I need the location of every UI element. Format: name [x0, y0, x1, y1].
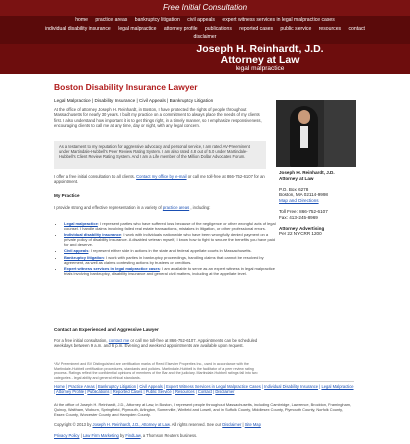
footer-privacy: Privacy Policy | Law Firm Marketing by FindLaw, a Thomson Reuters business. — [54, 433, 198, 438]
service-link-bankruptcy-litigation[interactable]: Bankruptcy litigation — [64, 254, 104, 260]
footer-link-reported-cases[interactable]: Reported Cases — [112, 389, 143, 395]
consultation-bar — [0, 0, 410, 16]
service-description: : I work with parties in bankruptcy proceedings, handling claims that cannot be resolved by agreement, as well as claims contesting actions by trustees or creditors. — [64, 254, 264, 265]
footer-copyright: Copyright © 2013 by Joseph H. Reinhardt, J.D., Attorney at Law. All rights reserved. See our Disclaimer | Site Map — [54, 422, 261, 427]
offer-paragraph — [54, 174, 266, 185]
services-list — [54, 221, 276, 277]
service-item — [64, 266, 276, 276]
by-text: by — [119, 433, 125, 438]
service-item — [64, 248, 276, 253]
footer-link-disability[interactable]: Individual Disability Insurance — [264, 384, 319, 389]
nav-row-3 — [0, 33, 410, 42]
service-link-legal-malpractice[interactable]: Legal malpractice — [64, 221, 98, 226]
firm-name[interactable] — [180, 44, 340, 66]
footer-link-practice-areas[interactable]: Practice Areas — [68, 384, 95, 389]
footer-link-resources[interactable]: Resources — [174, 389, 195, 395]
nav-resources[interactable]: resources — [318, 25, 342, 32]
nav-attorney-profile[interactable]: attorney profile — [163, 25, 198, 32]
footer-link-public-service[interactable]: Public Service — [145, 389, 172, 395]
free-consultation-link[interactable]: Free Initial Consultation — [162, 3, 248, 12]
privacy-policy-link[interactable]: Privacy Policy — [54, 433, 80, 438]
sidebar-contact-card — [279, 170, 335, 237]
contact-text-pre: For a free initial consultation, — [54, 338, 108, 343]
sidebar-po-box: P.O. Box 6278 — [279, 186, 309, 192]
contact-paragraph — [54, 338, 266, 349]
my-practice-heading: My Practice — [54, 193, 80, 198]
email-contact-link[interactable]: Contact my office by e-mail — [136, 174, 187, 179]
footer-links: Home | Practice Areas | Bankruptcy Litigation | Civil Appeals | Expert Witness Services in Legal Malpractice Cases | Individual Disability Insurance | Legal Malpractice | Attorney Profile | Publications | Reported Cases | Public Service | Resources | Contact | Disclaimer — [54, 384, 354, 395]
service-link-disability-insurance[interactable]: Individual disability insurance — [64, 232, 122, 238]
attorney-advertising-text: Per 22 NYCRR 1200 — [279, 231, 322, 237]
nav-disclaimer[interactable]: disclaimer — [193, 34, 217, 41]
footer-link-home[interactable]: Home — [54, 384, 65, 389]
firm-name-line-2: Attorney at Law — [220, 54, 300, 66]
practice-areas-link[interactable]: practice areas — [162, 205, 190, 210]
offer-text-pre: I offer a free initial consultation to all clients. — [54, 174, 135, 179]
footer-link-attorney-profile[interactable]: Attorney Profile — [55, 389, 84, 395]
footer-address: At the office of Joseph H. Reinhardt, J.D., Attorney at Law, in Boston, I represent people throughout Massachusetts, including Cambridge, Lawrence, Brockton, Framingham, Quincy, Waltham, Woburn, Springfield, Plymouth, Arlington, Somerville, Winfield and Lowell, and in Suffolk County, Middlesex County, Plymouth County, Norfolk County, Essex County, Worcester County and Hampden County. — [54, 402, 352, 417]
findlaw-link[interactable]: FindLaw — [125, 433, 141, 438]
main-navigation — [0, 16, 410, 44]
service-link-expert-witness[interactable]: Expert witness services in legal malpractice cases — [64, 265, 160, 271]
sidebar-attorney-name: Joseph H. Reinhardt, J.D. — [279, 170, 335, 175]
service-item — [64, 232, 276, 247]
law-firm-marketing-link[interactable]: Law Firm Marketing — [82, 433, 119, 438]
practice-intro-post: , including: — [190, 205, 211, 210]
contact-heading: Contact an Experienced and Aggressive Lawyer — [54, 327, 159, 332]
nav-legal-malpractice[interactable]: legal malpractice — [118, 25, 157, 32]
nav-contact[interactable]: contact — [348, 25, 365, 32]
ratings-callout: As a testament to my reputation for aggressive advocacy and personal service, I am rated AV-Preeminent under Martindale-Hubbell's Peer Review Rating System. I am also rated 4.8 out of 5.0 under Martindale-Hubbell's Client Review Rating System. And I am a Life member of the Million Dollar Advocates Forum. — [54, 141, 266, 169]
nav-home[interactable]: home — [75, 17, 88, 23]
nav-expert-witness[interactable]: expert witness services in legal malpractice cases — [222, 17, 335, 23]
footer-link-bankruptcy[interactable]: Bankruptcy Litigation — [98, 384, 137, 389]
sidebar-attorney-role: Attorney at Law — [279, 175, 314, 181]
footer-link-publications[interactable]: Publications — [87, 389, 110, 395]
findlaw-tail: , a Thomson Reuters business. — [140, 433, 198, 438]
footer-disclaimer-link[interactable]: Disclaimer — [222, 422, 242, 427]
service-item — [64, 221, 276, 231]
nav-disability-insurance[interactable]: individual disability insurance — [45, 25, 111, 32]
nav-bankruptcy-litigation[interactable]: bankruptcy litigation — [134, 17, 180, 23]
map-directions-link[interactable]: Map and Directions — [279, 198, 319, 204]
nav-practice-areas[interactable]: practice areas — [95, 17, 128, 23]
footer-link-expert-witness[interactable]: Expert Witness Services in Legal Malpractice Cases — [166, 384, 261, 389]
footer-link-legal-malpractice[interactable]: Legal Malpractice — [321, 384, 354, 389]
offer-text-post: or call me toll-free at 866-752-6107 for an appointment. — [54, 174, 265, 185]
attorney-advertising-heading: Attorney Advertising — [279, 225, 325, 231]
nav-civil-appeals[interactable]: civil appeals — [187, 17, 215, 23]
footer-sitemap-link[interactable]: Site Map — [244, 422, 261, 427]
nav-row-1 — [0, 16, 410, 25]
sidebar-city: Boston, MA 02114-9998 — [279, 192, 328, 198]
service-link-civil-appeals[interactable]: Civil appeals — [64, 248, 89, 254]
copyright-mid: . All rights reserved. — [169, 422, 206, 427]
footer-link-contact[interactable]: Contact — [197, 389, 213, 395]
practice-subhead: Legal Malpractice | Disability Insurance | Civil Appeals | Bankruptcy Litigation — [54, 98, 214, 103]
copyright-firm-link[interactable]: Joseph H. Reinhardt, J.D., Attorney at Law — [92, 422, 170, 427]
service-description: : I am available to serve as an expert witness in legal malpractice trials involving bankruptcy, disability insurance and general civil matters, including at the appellate level. — [64, 265, 276, 276]
footer-link-disclaimer[interactable]: Disclaimer — [215, 389, 235, 395]
header-tagline: legal malpractice — [235, 65, 285, 72]
firm-name-line-1: Joseph H. Reinhardt, J.D. — [196, 43, 324, 55]
intro-paragraph: At the office of attorney Joseph H. Reinhardt, in Boston, I have protected the rights of people throughout Massachusetts for nearly 30 years. I built my practice on a commitment to always place the needs of my clients first. I also understand how important it is to get things right, in a timely manner, so I emphasize responsiveness, encouraging clients to call me at any time, day or night, with any legal concern. — [54, 107, 262, 128]
site-header — [0, 44, 410, 74]
service-description: : I represent parties who have suffered loss because of the negligence or other wrongful acts of legal counsel. I handle claims involving failed real estate transactions, mistakes in litigation, or other professional errors. — [64, 221, 276, 232]
contact-me-link[interactable]: contact me — [108, 338, 130, 343]
attorney-photo — [276, 100, 356, 167]
contact-text-post: or call me toll-free at 866-752-6107. Appointments can be scheduled weekdays between 9 a.m. and 6 p.m. Evening and weekend appointments are available upon request. — [54, 338, 258, 349]
nav-publications[interactable]: publications — [204, 25, 232, 32]
nav-row-2 — [0, 25, 410, 34]
service-item — [64, 255, 276, 265]
footer-divider — [54, 381, 354, 382]
service-description: : I work with individuals nationwide who have been wrongfully denied payment on a private policy of disability insurance. A disabled veteran myself, I know how to fight to secure the benefits you have paid for and deserve. — [64, 232, 276, 248]
sidebar-toll-free: Toll Free: 866-752-6107 — [279, 208, 328, 214]
footer-link-civil-appeals[interactable]: Civil Appeals — [139, 384, 163, 389]
practice-intro-pre: I provide strong and effective representation in a variety of — [54, 205, 162, 210]
service-description: : I represent either side in actions in the state and federal appellate courts in Massachusetts. — [88, 248, 252, 254]
page-title: Boston Disability Insurance Lawyer — [54, 82, 198, 92]
practice-intro — [54, 205, 266, 210]
copyright-pre: Copyright © 2013 by — [54, 422, 92, 427]
ratings-footnote: *AV Preeminent and BV Distinguished are certification marks of Reed Elsevier Properties Inc., used in accordance with the Martindale-Hubbell certification procedures, standards and policies. Martindale-Hubbell is the facilitator of a peer review rating process. Ratings reflect the confidential opinions of members of the Bar and the judiciary. Martindale-Hubbell ratings fall into two categories - legal ability and general ethical standards. — [54, 362, 258, 380]
nav-reported-cases[interactable]: reported cases — [239, 25, 273, 32]
sidebar-fax: Fax: 413-245-8969 — [279, 214, 318, 220]
nav-public-service[interactable]: public service — [280, 25, 312, 32]
